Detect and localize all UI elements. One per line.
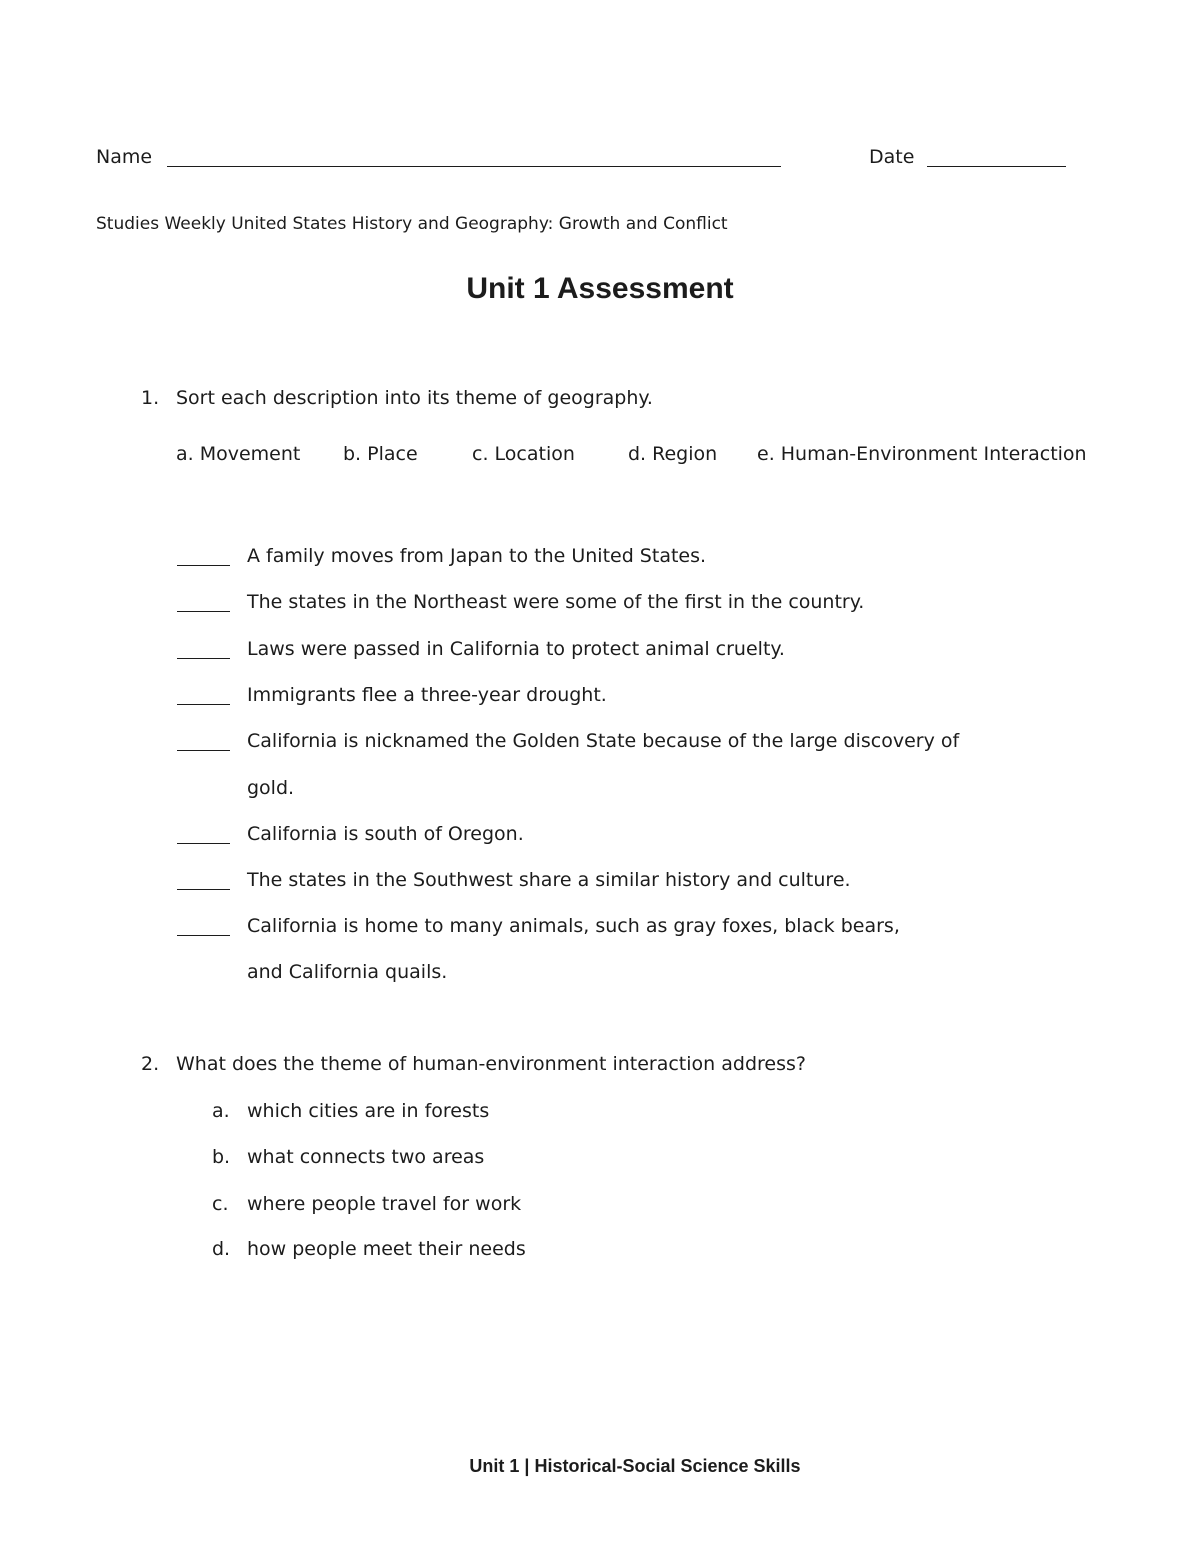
answer-blank[interactable] [177,917,230,936]
sort-item: Laws were passed in California to protect animal cruelty. [247,638,785,660]
question-2-number: 2. [141,1053,160,1075]
option-letter: a. [212,1100,230,1122]
theme-option: a. Movement [176,443,301,465]
page-footer: Unit 1 | Historical-Social Science Skills [469,1456,801,1476]
option-text[interactable]: which cities are in forests [247,1100,490,1122]
theme-option: d. Region [628,443,718,465]
option-letter: d. [212,1238,231,1260]
sort-item: A family moves from Japan to the United States. [247,545,707,567]
sort-item: California is south of Oregon. [247,823,524,845]
sort-item: California is nicknamed the Golden State because of the large discovery of [247,730,960,752]
answer-blank[interactable] [177,547,230,566]
answer-blank[interactable] [177,732,230,751]
theme-option: b. Place [343,443,418,465]
question-1-prompt: Sort each description into its theme of geography. [176,387,653,409]
answer-blank[interactable] [177,593,230,612]
question-1-number: 1. [141,387,160,409]
sort-item: Immigrants flee a three-year drought. [247,684,607,706]
option-text[interactable]: where people travel for work [247,1193,522,1215]
option-letter: b. [212,1146,231,1168]
theme-option: c. Location [472,443,575,465]
name-label: Name [96,146,153,168]
sort-item: The states in the Northeast were some of the first in the country. [247,591,865,613]
theme-option: e. Human-Environment Interaction [757,443,1087,465]
option-text[interactable]: how people meet their needs [247,1238,526,1260]
name-field[interactable] [167,148,781,167]
option-letter: c. [212,1193,229,1215]
sort-item-continued: gold. [247,777,295,799]
answer-blank[interactable] [177,686,230,705]
sort-item-continued: and California quails. [247,961,448,983]
page-title: Unit 1 Assessment [466,272,734,305]
subtitle: Studies Weekly United States History and Geography: Growth and Conflict [96,214,728,234]
date-field[interactable] [927,148,1066,167]
answer-blank[interactable] [177,871,230,890]
answer-blank[interactable] [177,640,230,659]
date-label: Date [869,146,915,168]
question-2-prompt: What does the theme of human-environment interaction address? [176,1053,806,1075]
sort-item: California is home to many animals, such as gray foxes, black bears, [247,915,900,937]
sort-item: The states in the Southwest share a similar history and culture. [247,869,851,891]
option-text[interactable]: what connects two areas [247,1146,485,1168]
answer-blank[interactable] [177,825,230,844]
